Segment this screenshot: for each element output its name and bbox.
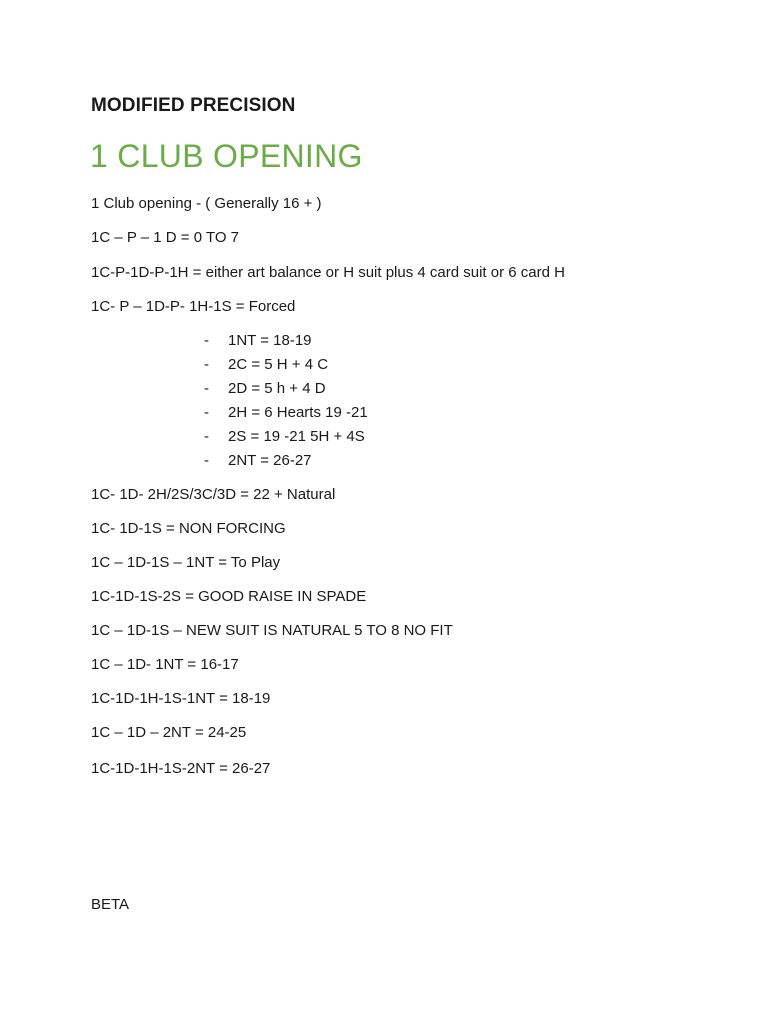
body-line: 1C- 1D-1S = NON FORCING [91,520,286,537]
body-line: 1C- 1D- 2H/2S/3C/3D = 22 + Natural [91,486,336,503]
body-line: 1C – 1D-1S – 1NT = To Play [91,554,281,571]
bullet-text: 2NT = 26-27 [228,452,312,469]
bullet-text: 2S = 19 -21 5H + 4S [228,428,365,445]
document-title: MODIFIED PRECISION [91,95,296,116]
intro-line: 1 Club opening - ( Generally 16 + ) [91,195,322,212]
body-line: 1C – 1D-1S – NEW SUIT IS NATURAL 5 TO 8 NO FIT [91,622,453,639]
bullet-text: 2C = 5 H + 4 C [228,356,329,373]
body-line: 1C-1D-1H-1S-2NT = 26-27 [91,760,271,777]
bullet-dash: - [204,356,209,373]
body-line: 1C-1D-1H-1S-1NT = 18-19 [91,690,271,707]
bullet-dash: - [204,404,209,421]
intro-line: 1C- P – 1D-P- 1H-1S = Forced [91,298,296,315]
bullet-dash: - [204,452,209,469]
body-line: 1C-1D-1S-2S = GOOD RAISE IN SPADE [91,588,367,605]
body-line: 1C – 1D – 2NT = 24-25 [91,724,247,741]
bullet-text: 2D = 5 h + 4 D [228,380,326,397]
section-heading: 1 CLUB OPENING [90,138,363,174]
intro-line: 1C – P – 1 D = 0 TO 7 [91,229,240,246]
footer-text: BETA [91,896,130,913]
bullet-text: 1NT = 18-19 [228,332,312,349]
body-line: 1C – 1D- 1NT = 16-17 [91,656,239,673]
bullet-text: 2H = 6 Hearts 19 -21 [228,404,368,421]
bullet-dash: - [204,332,209,349]
intro-line: 1C-P-1D-P-1H = either art balance or H suit plus 4 card suit or 6 card H [91,264,565,281]
bullet-dash: - [204,428,209,445]
bullet-dash: - [204,380,209,397]
